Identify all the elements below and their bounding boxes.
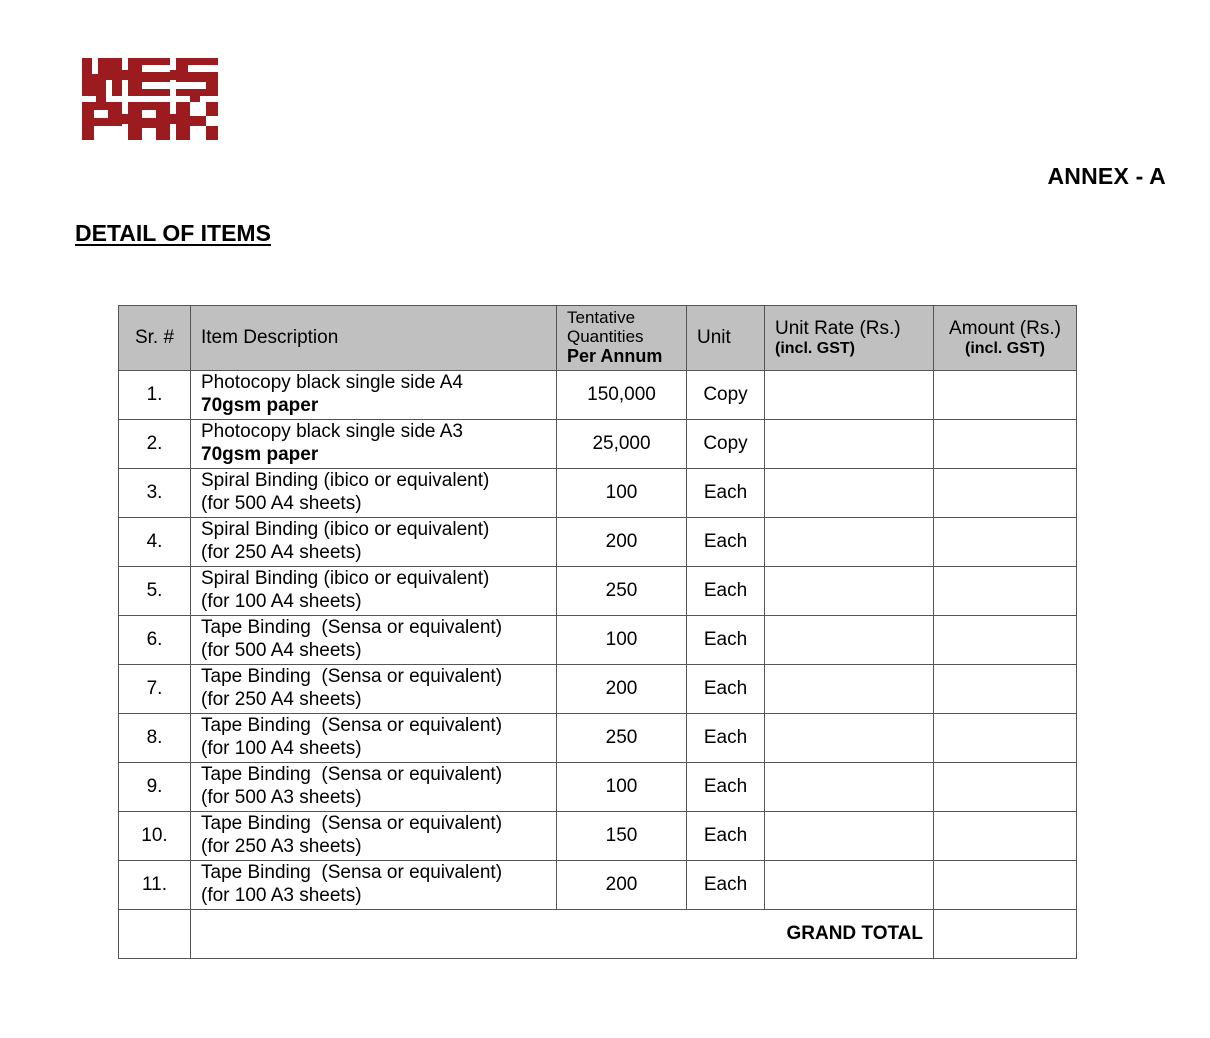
row-description-line2: (for 100 A4 sheets) — [201, 591, 362, 612]
row-unit: Each — [687, 861, 765, 910]
row-quantity: 100 — [557, 763, 687, 812]
table-row — [119, 469, 1077, 518]
row-unit-rate[interactable] — [765, 469, 934, 518]
header-amount-note: (incl. GST) — [965, 339, 1045, 357]
row-unit: Each — [687, 518, 765, 567]
row-unit: Each — [687, 714, 765, 763]
row-description-line2: (for 100 A3 sheets) — [201, 885, 362, 906]
header-unit-rate — [765, 306, 934, 371]
row-description-line2: 70gsm paper — [201, 444, 319, 465]
row-sr: 5. — [119, 567, 191, 616]
row-unit-rate[interactable] — [765, 567, 934, 616]
header-quantity-line3: Per Annum — [567, 345, 663, 366]
row-description-line2: (for 250 A4 sheets) — [201, 542, 362, 563]
row-unit: Each — [687, 665, 765, 714]
row-description-line1: Tape Binding (Sensa or equivalent) — [201, 862, 503, 884]
row-amount[interactable] — [934, 714, 1077, 763]
row-description-line1: Tape Binding (Sensa or equivalent) — [201, 813, 503, 835]
section-title: DETAIL OF ITEMS — [75, 220, 271, 246]
header-unit: Unit — [687, 306, 765, 371]
row-sr: 6. — [119, 616, 191, 665]
annex-label: ANNEX - A — [1047, 163, 1166, 189]
header-quantity — [557, 306, 687, 371]
row-description-line2: (for 250 A3 sheets) — [201, 836, 362, 857]
table-row — [119, 665, 1077, 714]
row-unit-rate[interactable] — [765, 420, 934, 469]
row-unit: Each — [687, 812, 765, 861]
row-description-line1: Tape Binding (Sensa or equivalent) — [201, 764, 503, 786]
grand-total-label: GRAND TOTAL — [191, 910, 934, 959]
row-amount[interactable] — [934, 420, 1077, 469]
header-sr: Sr. # — [119, 306, 191, 371]
row-unit-rate[interactable] — [765, 518, 934, 567]
items-table — [118, 305, 1077, 959]
row-amount[interactable] — [934, 861, 1077, 910]
table-row — [119, 420, 1077, 469]
row-description-line2: (for 100 A4 sheets) — [201, 738, 362, 759]
header-quantity-line2: Quantities — [567, 327, 644, 347]
row-description-line1: Photocopy black single side A3 — [201, 421, 463, 443]
row-quantity: 100 — [557, 616, 687, 665]
row-quantity: 250 — [557, 714, 687, 763]
row-unit: Copy — [687, 371, 765, 420]
row-description-line1: Tape Binding (Sensa or equivalent) — [201, 666, 503, 688]
row-description-line1: Photocopy black single side A4 — [201, 372, 463, 394]
row-unit-rate[interactable] — [765, 371, 934, 420]
header-description: Item Description — [191, 306, 557, 371]
grand-total-amount[interactable] — [934, 910, 1077, 959]
row-description-line1: Spiral Binding (ibico or equivalent) — [201, 568, 490, 590]
row-description-line1: Spiral Binding (ibico or equivalent) — [201, 470, 490, 492]
row-unit: Each — [687, 616, 765, 665]
row-sr: 8. — [119, 714, 191, 763]
table-row — [119, 812, 1077, 861]
row-description-line2: (for 500 A4 sheets) — [201, 493, 362, 514]
row-unit-rate[interactable] — [765, 861, 934, 910]
row-quantity: 150 — [557, 812, 687, 861]
row-unit-rate[interactable] — [765, 714, 934, 763]
row-unit-rate[interactable] — [765, 763, 934, 812]
row-quantity: 200 — [557, 861, 687, 910]
table-row — [119, 616, 1077, 665]
row-sr: 3. — [119, 469, 191, 518]
row-amount[interactable] — [934, 763, 1077, 812]
table-row — [119, 567, 1077, 616]
row-description-line1: Tape Binding (Sensa or equivalent) — [201, 715, 503, 737]
row-unit: Each — [687, 567, 765, 616]
row-amount[interactable] — [934, 518, 1077, 567]
row-quantity: 150,000 — [557, 371, 687, 420]
header-unit-rate-label: Unit Rate (Rs.) — [775, 317, 901, 339]
row-description-line2: 70gsm paper — [201, 395, 319, 416]
row-amount[interactable] — [934, 469, 1077, 518]
table-row — [119, 861, 1077, 910]
row-sr: 4. — [119, 518, 191, 567]
header-amount — [934, 306, 1077, 371]
table-row — [119, 518, 1077, 567]
row-sr: 2. — [119, 420, 191, 469]
row-quantity: 250 — [557, 567, 687, 616]
row-sr: 1. — [119, 371, 191, 420]
row-description — [191, 371, 557, 420]
row-description — [191, 567, 557, 616]
row-description-line2: (for 500 A3 sheets) — [201, 787, 362, 808]
row-unit: Each — [687, 763, 765, 812]
row-sr: 11. — [119, 861, 191, 910]
row-description-line1: Tape Binding (Sensa or equivalent) — [201, 617, 503, 639]
row-quantity: 25,000 — [557, 420, 687, 469]
row-sr: 9. — [119, 763, 191, 812]
row-unit-rate[interactable] — [765, 665, 934, 714]
header-unit-rate-note: (incl. GST) — [775, 339, 855, 357]
row-unit-rate[interactable] — [765, 616, 934, 665]
row-description — [191, 616, 557, 665]
table-row — [119, 371, 1077, 420]
row-description — [191, 812, 557, 861]
row-description-line1: Spiral Binding (ibico or equivalent) — [201, 519, 490, 541]
row-quantity: 100 — [557, 469, 687, 518]
row-sr: 7. — [119, 665, 191, 714]
row-description — [191, 420, 557, 469]
row-description — [191, 763, 557, 812]
row-description — [191, 518, 557, 567]
row-amount[interactable] — [934, 371, 1077, 420]
row-description-line2: (for 500 A4 sheets) — [201, 640, 362, 661]
grand-total-sr-cell — [119, 910, 191, 959]
table-row — [119, 714, 1077, 763]
row-amount[interactable] — [934, 567, 1077, 616]
row-amount[interactable] — [934, 616, 1077, 665]
row-sr: 10. — [119, 812, 191, 861]
row-unit-rate[interactable] — [765, 812, 934, 861]
table-row — [119, 763, 1077, 812]
row-description-line2: (for 250 A4 sheets) — [201, 689, 362, 710]
row-description — [191, 469, 557, 518]
row-description — [191, 714, 557, 763]
row-quantity: 200 — [557, 665, 687, 714]
header-quantity-line1: Tentative — [567, 308, 636, 328]
row-description — [191, 665, 557, 714]
table-header-row — [119, 306, 1077, 371]
row-unit: Copy — [687, 420, 765, 469]
header-amount-label: Amount (Rs.) — [949, 317, 1061, 339]
row-amount[interactable] — [934, 665, 1077, 714]
nespak-logo — [80, 56, 220, 142]
row-description — [191, 861, 557, 910]
row-quantity: 200 — [557, 518, 687, 567]
row-amount[interactable] — [934, 812, 1077, 861]
row-unit: Each — [687, 469, 765, 518]
grand-total-row — [119, 910, 1077, 959]
